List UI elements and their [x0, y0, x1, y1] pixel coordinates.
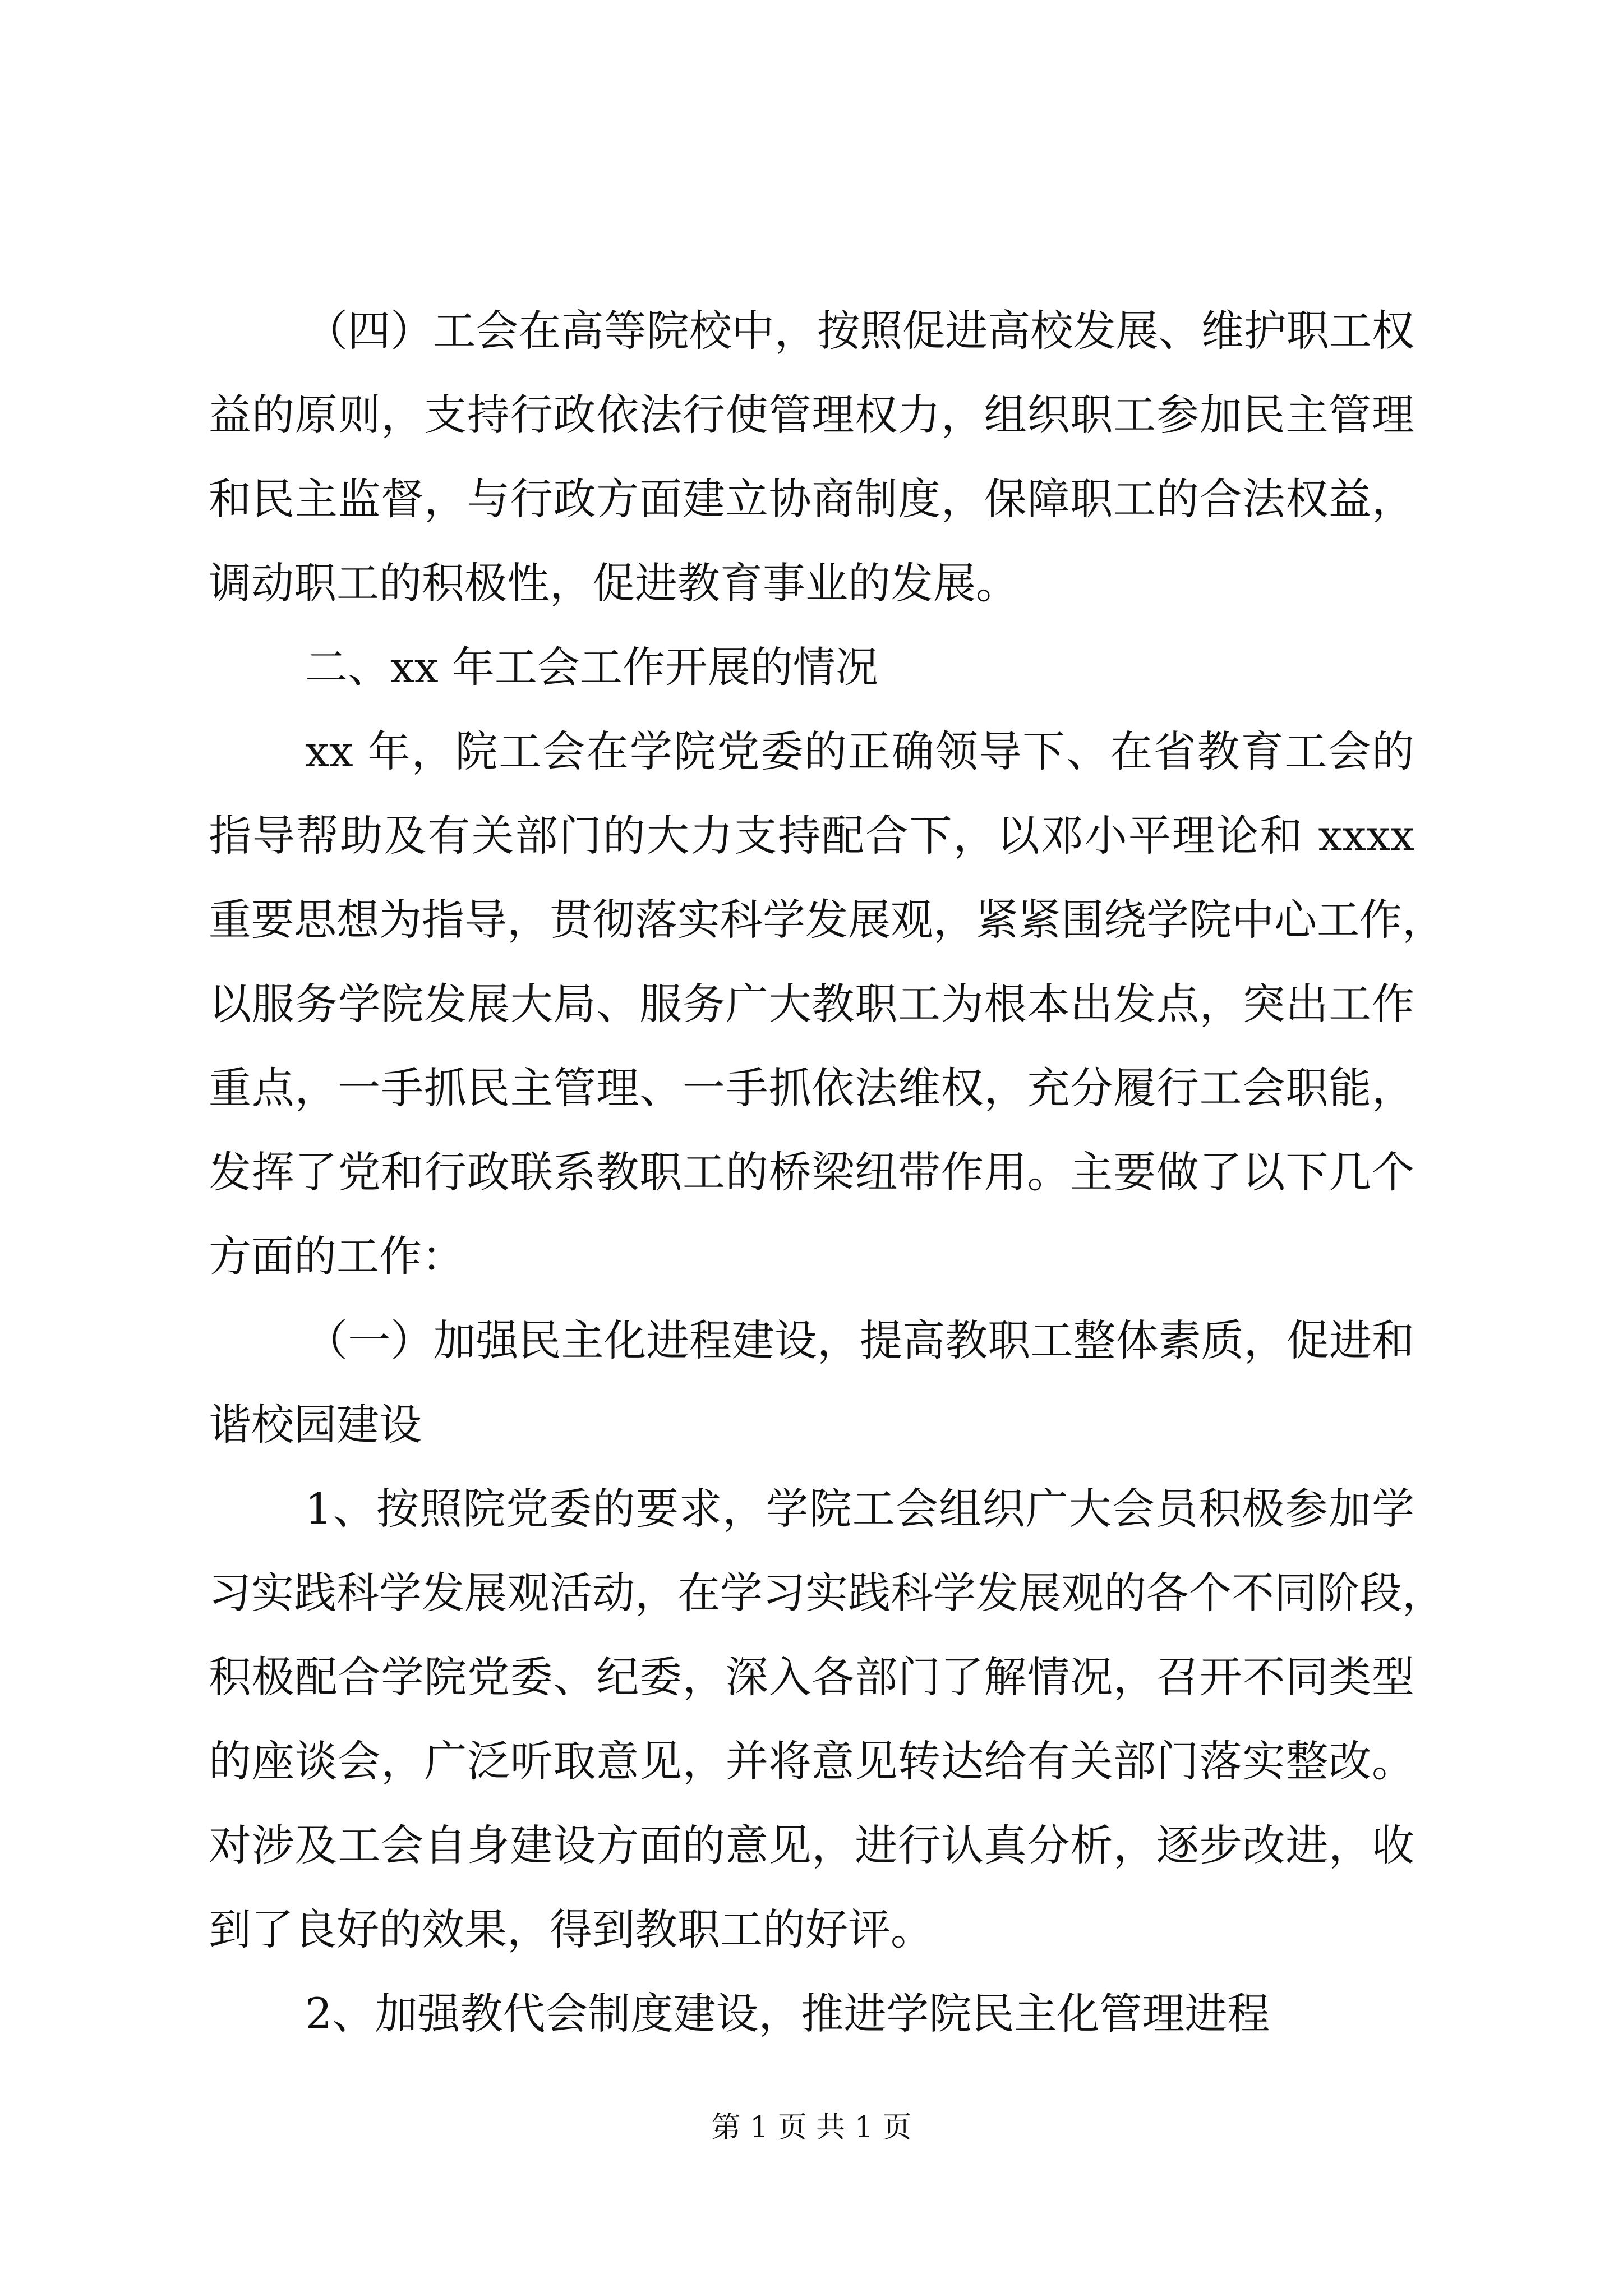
paragraph-line: 到了良好的效果，得到教职工的好评。 [209, 1904, 933, 1954]
paragraph-line: 以服务学院发展大局、服务广大教职工为根本出发点，突出工作 [209, 979, 1414, 1029]
paragraph-line: 习实践科学发展观活动，在学习实践科学发展观的各个不同阶段， [209, 1568, 1445, 1618]
paragraph-line: （四）工会在高等院校中，按照促进高校发展、维护职工权 [305, 306, 1414, 356]
paragraph-line: 重点，一手抓民主管理、一手抓依法维权，充分履行工会职能， [209, 1063, 1414, 1113]
paragraph-line: 调动职工的积极性，促进教育事业的发展。 [209, 558, 1018, 608]
paragraph-line: 和民主监督，与行政方面建立协商制度，保障职工的合法权益， [209, 474, 1414, 524]
paragraph-line: 发挥了党和行政联系教职工的桥梁纽带作用。主要做了以下几个 [209, 1147, 1414, 1197]
paragraph-line: 积极配合学院党委、纪委，深入各部门了解情况，召开不同类型 [209, 1652, 1414, 1702]
paragraph-line: 2、加强教代会制度建设，推进学院民主化管理进程 [305, 1989, 1270, 2039]
paragraph-line: 方面的工作： [209, 1231, 464, 1281]
paragraph-line: 重要思想为指导，贯彻落实科学发展观，紧紧围绕学院中心工作， [209, 895, 1445, 945]
paragraph-line: xx 年，院工会在学院党委的正确领导下、在省教育工会的 [305, 726, 1414, 776]
paragraph-line: 益的原则，支持行政依法行使管理权力，组织职工参加民主管理 [209, 390, 1414, 440]
subsection-heading: 谐校园建设 [209, 1400, 422, 1450]
subsection-heading: （一）加强民主化进程建设，提高教职工整体素质，促进和 [305, 1315, 1414, 1365]
page-footer: 第 1 页 共 1 页 [711, 2111, 912, 2145]
section-heading: 二、xx 年工会工作开展的情况 [305, 642, 878, 692]
paragraph-line: 对涉及工会自身建设方面的意见，进行认真分析，逐步改进，收 [209, 1820, 1414, 1870]
paragraph-line: 1、按照院党委的要求，学院工会组织广大会员积极参加学 [305, 1484, 1414, 1534]
paragraph-line: 的座谈会，广泛听取意见，并将意见转达给有关部门落实整改。 [209, 1736, 1414, 1786]
paragraph-line: 指导帮助及有关部门的大力支持配合下，以邓小平理论和 xxxx [209, 811, 1414, 861]
